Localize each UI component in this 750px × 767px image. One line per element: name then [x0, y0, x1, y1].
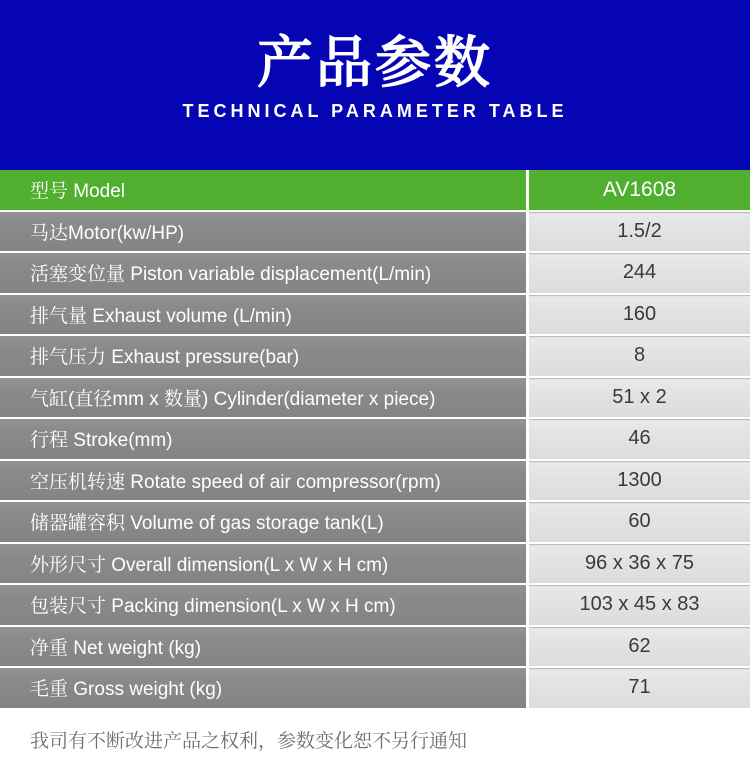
row-label: 排气量 Exhaust volume (L/min) [0, 295, 529, 335]
table-row [0, 378, 750, 418]
row-value: 1.5/2 [529, 212, 750, 252]
row-label: 净重 Net weight (kg) [0, 627, 529, 667]
table-row [0, 253, 750, 293]
table-row [0, 544, 750, 584]
table-row [0, 502, 750, 542]
page-title: 产品参数 [257, 31, 493, 94]
row-label: 包装尺寸 Packing dimension(L x W x H cm) [0, 585, 529, 625]
row-value: 1300 [529, 461, 750, 501]
table-row [0, 212, 750, 252]
row-value: 96 x 36 x 75 [529, 544, 750, 584]
row-value: 244 [529, 253, 750, 293]
spec-table [0, 170, 750, 708]
row-value: 51 x 2 [529, 378, 750, 418]
row-value: 160 [529, 295, 750, 335]
row-label: 行程 Stroke(mm) [0, 419, 529, 459]
row-label: 储器罐容积 Volume of gas storage tank(L) [0, 502, 529, 542]
row-label: 排气压力 Exhaust pressure(bar) [0, 336, 529, 376]
row-value: 103 x 45 x 83 [529, 585, 750, 625]
row-label: 空压机转速 Rotate speed of air compressor(rpm) [0, 461, 529, 501]
row-value: 71 [529, 668, 750, 708]
row-label: 马达Motor(kw/HP) [0, 212, 529, 252]
footer-note: 我司有不断改进产品之权利，参数变化恕不另行通知 [30, 730, 468, 752]
row-value: 62 [529, 627, 750, 667]
row-label: 外形尺寸 Overall dimension(L x W x H cm) [0, 544, 529, 584]
table-row [0, 419, 750, 459]
row-value: 8 [529, 336, 750, 376]
row-label: 毛重 Gross weight (kg) [0, 668, 529, 708]
table-row [0, 627, 750, 667]
row-value: 46 [529, 419, 750, 459]
table-row [0, 461, 750, 501]
row-label: 型号 Model [0, 170, 529, 210]
table-row [0, 668, 750, 708]
table-row [0, 336, 750, 376]
row-label: 气缸(直径mm x 数量) Cylinder(diameter x piece) [0, 378, 529, 418]
row-value: AV1608 [529, 170, 750, 210]
header-banner [0, 0, 750, 170]
row-label: 活塞变位量 Piston variable displacement(L/min) [0, 253, 529, 293]
table-row [0, 170, 750, 210]
page-subtitle: TECHNICAL PARAMETER TABLE [182, 100, 568, 121]
table-row [0, 585, 750, 625]
row-value: 60 [529, 502, 750, 542]
table-row [0, 295, 750, 335]
